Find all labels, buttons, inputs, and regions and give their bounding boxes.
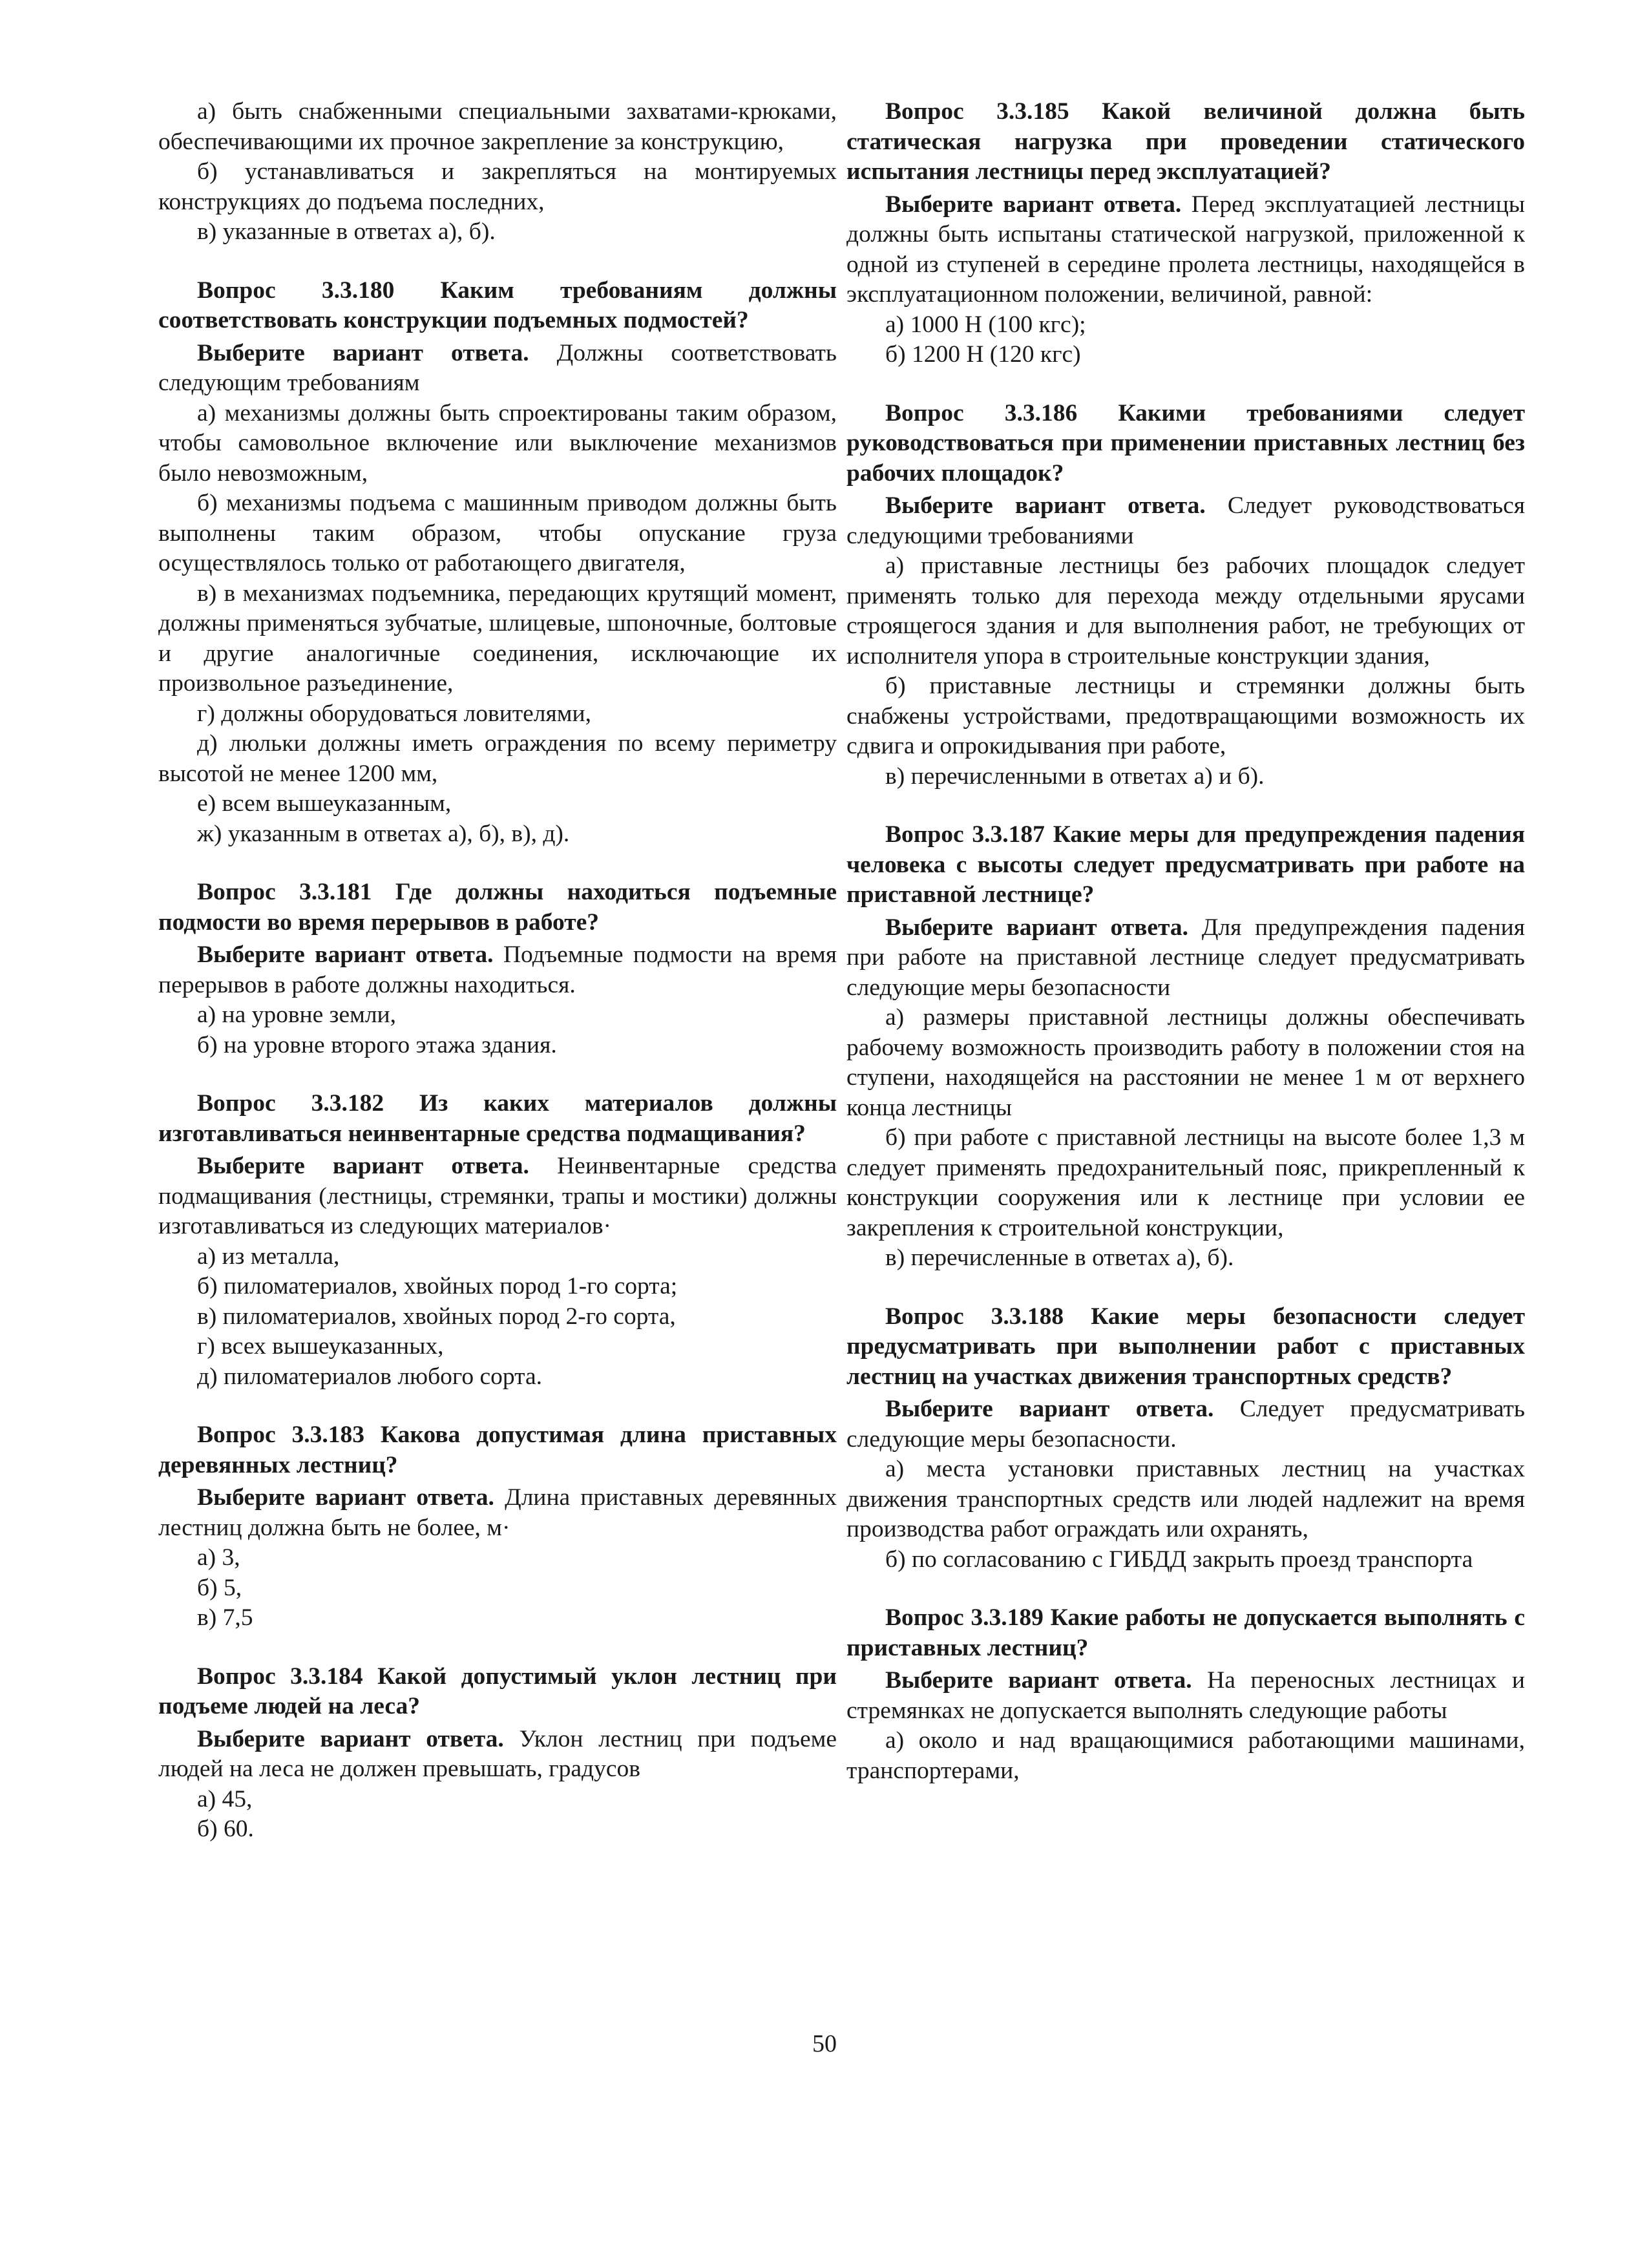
- answer-lead: [846, 190, 1525, 310]
- answer-lead: [846, 1666, 1525, 1726]
- option: б) механизмы подъема с машинным приводом должны быть выполнены таким образом, чтобы опускание груза осуществлялось только от работающего двигателя,: [158, 490, 837, 576]
- option: в) перечисленными в ответах а) и б).: [885, 762, 1265, 790]
- answer-lead: [158, 1483, 837, 1543]
- option: б) по согласованию с ГИБДД закрыть проезд транспорта: [885, 1546, 1473, 1573]
- question-title: Вопрос 3.3.186 Какими требованиями следует руководствоваться при применении приставных лестниц без рабочих площадок?: [846, 399, 1525, 487]
- question-3-3-183: [158, 1420, 837, 1633]
- option: б) 60.: [197, 1816, 254, 1842]
- answer-lead: [846, 1394, 1525, 1454]
- lead-label: Выберите вариант ответа.: [197, 1484, 494, 1511]
- question-title: Вопрос 3.3.181 Где должны находиться подъемные подмости во время перерывов в работе?: [158, 879, 837, 936]
- question-title: Вопрос 3.3.188 Какие меры безопасности следует предусматривать при выполнении работ с приставных лестниц на участках движения транспортных средств?: [846, 1303, 1525, 1390]
- answer-lead: [158, 1151, 837, 1242]
- option: б) при работе с приставной лестницы на высоте более 1,3 м следует применять предохранительный пояс, прикрепленный к конструкции сооружения или к лестнице при условии ее закрепления к строительной конструкции,: [846, 1124, 1525, 1241]
- option: в) указанные в ответах а), б).: [197, 218, 496, 245]
- question-3-3-184: [158, 1662, 837, 1845]
- option: а) 45,: [197, 1785, 253, 1812]
- question-title: Вопрос 3.3.180 Каким требованиям должны соответствовать конструкции подъемных подмостей?: [158, 277, 837, 333]
- lead-label: Выберите вариант ответа.: [885, 191, 1182, 218]
- option: б) 5,: [197, 1574, 242, 1601]
- lead-label: Выберите вариант ответа.: [197, 339, 529, 366]
- lead-text: Неинвентарные средства подмащивания (лестницы, стремянки, трапы и мостики) должны изготавливаться из следующих материалов·: [158, 1153, 837, 1239]
- question-3-3-188: [846, 1302, 1525, 1575]
- answer-lead: [846, 913, 1525, 1003]
- option: а) 1000 Н (100 кгс);: [885, 311, 1086, 338]
- answer-lead: [158, 339, 837, 399]
- lead-text: Перед эксплуатацией лестницы должны быть испытаны статической нагрузкой, приложенной к одной из ступеней в середине пролета лестницы, находящейся в эксплуатационном положении, величиной, равной:: [846, 191, 1525, 308]
- lead-text: Подъемные подмости на время перерывов в работе должны находиться.: [158, 941, 837, 998]
- option: б) устанавливаться и закрепляться на монтируемых конструкциях до подъема последних,: [158, 158, 837, 215]
- lead-text: Длина приставных деревянных лестниц должна быть не более, м·: [158, 1484, 837, 1541]
- lead-text: Для предупреждения падения при работе на приставной лестнице следует предусматривать следующие меры безопасности: [846, 914, 1525, 1001]
- option: б) на уровне второго этажа здания.: [197, 1031, 557, 1058]
- answer-lead: [846, 491, 1525, 551]
- page-number: 50: [812, 2030, 837, 2057]
- lead-text: Уклон лестниц при подъеме людей на леса не должен превышать, градусов: [158, 1725, 837, 1782]
- option: е) всем вышеуказанным,: [197, 790, 452, 817]
- question-3-3-185: [846, 97, 1525, 370]
- lead-text: Следует предусматривать следующие меры безопасности.: [846, 1396, 1526, 1453]
- option: а) быть снабженными специальными захватами-крюками, обеспечивающими их прочное закрепление за конструкцию,: [158, 98, 837, 155]
- option: б) приставные лестницы и стремянки должны быть снабжены устройствами, предотвращающими возможность их сдвига и опрокидывания при работе,: [846, 673, 1525, 759]
- lead-text: На переносных лестницах и стремянках не допускается выполнять следующие работы: [846, 1667, 1525, 1724]
- option: г) должны оборудоваться ловителями,: [197, 700, 591, 727]
- lead-text: Следует руководствоваться следующими требованиями: [846, 492, 1525, 549]
- option: в) в механизмах подъемника, передающих крутящий момент, должны применяться зубчатые, шлицевые, шпоночные, болтовые и другие аналогичные соединения, исключающие их произвольное разъединение,: [158, 580, 837, 697]
- question-title: Вопрос 3.3.189 Какие работы не допускается выполнять с приставных лестниц?: [846, 1604, 1525, 1661]
- option: а) из металла,: [197, 1243, 340, 1270]
- question-3-3-186: [846, 399, 1525, 792]
- question-title: Вопрос 3.3.182 Из каких материалов должны изготавливаться неинвентарные средства подмащивания?: [158, 1090, 837, 1147]
- question-title: Вопрос 3.3.184 Какой допустимый уклон лестниц при подъеме людей на леса?: [158, 1663, 837, 1719]
- option: а) механизмы должны быть спроектированы таким образом, чтобы самовольное включение или выключение механизмов было невозможным,: [158, 399, 837, 487]
- option: г) всех вышеуказанных,: [197, 1333, 444, 1360]
- option: а) размеры приставной лестницы должны обеспечивать рабочему возможность производить работу в положении стоя на ступени, находящейся на расстоянии не менее 1 м от верхнего конца лестницы: [846, 1004, 1525, 1121]
- option: в) 7,5: [197, 1604, 253, 1631]
- continued-options: [158, 97, 837, 247]
- question-3-3-182: [158, 1089, 837, 1392]
- option: а) около и над вращающимися работающими машинами, транспортерами,: [846, 1727, 1525, 1784]
- option: в) перечисленные в ответах а), б).: [885, 1244, 1234, 1271]
- question-3-3-180: [158, 276, 837, 850]
- lead-label: Выберите вариант ответа.: [197, 1725, 504, 1752]
- option: а) приставные лестницы без рабочих площадок следует применять только для перехода между отдельными ярусами строящегося здания и для выполнения работ, не требующих от исполнителя упора в строительные конструкции здания,: [846, 552, 1525, 669]
- lead-label: Выберите вариант ответа.: [197, 941, 494, 968]
- question-3-3-187: [846, 820, 1525, 1274]
- left-column: [158, 97, 837, 1845]
- answer-lead: [158, 940, 837, 1000]
- option: в) пиломатериалов, хвойных пород 2-го сорта,: [197, 1303, 676, 1330]
- option: б) пиломатериалов, хвойных пород 1-го сорта;: [197, 1273, 678, 1299]
- option: д) люльки должны иметь ограждения по всему периметру высотой не менее 1200 мм,: [158, 730, 837, 787]
- option: д) пиломатериалов любого сорта.: [197, 1363, 542, 1390]
- lead-label: Выберите вариант ответа.: [885, 914, 1189, 941]
- option: а) на уровне земли,: [197, 1002, 396, 1028]
- option: ж) указанным в ответах а), б), в), д).: [197, 820, 570, 847]
- lead-label: Выберите вариант ответа.: [885, 1396, 1214, 1422]
- lead-text: Должны соответствовать следующим требованиям: [158, 339, 837, 396]
- lead-label: Выберите вариант ответа.: [197, 1153, 529, 1179]
- lead-label: Выберите вариант ответа.: [885, 492, 1206, 519]
- question-3-3-189: [846, 1603, 1525, 1786]
- question-title: Вопрос 3.3.185 Какой величиной должна быть статическая нагрузка при проведении статического испытания лестницы перед эксплуатацией?: [846, 98, 1525, 185]
- option: б) 1200 Н (120 кгс): [885, 341, 1081, 368]
- question-title: Вопрос 3.3.187 Какие меры для предупреждения падения человека с высоты следует предусматривать при работе на приставной лестнице?: [846, 821, 1525, 908]
- right-column: [846, 97, 1525, 1786]
- question-3-3-181: [158, 877, 837, 1060]
- question-title: Вопрос 3.3.183 Какова допустимая длина приставных деревянных лестниц?: [158, 1422, 837, 1478]
- option: а) места установки приставных лестниц на участках движения транспортных средств или людей надлежит на время производства работ ограждать или охранять,: [846, 1456, 1525, 1542]
- lead-label: Выберите вариант ответа.: [885, 1667, 1192, 1694]
- answer-lead: [158, 1725, 837, 1785]
- option: а) 3,: [197, 1544, 240, 1571]
